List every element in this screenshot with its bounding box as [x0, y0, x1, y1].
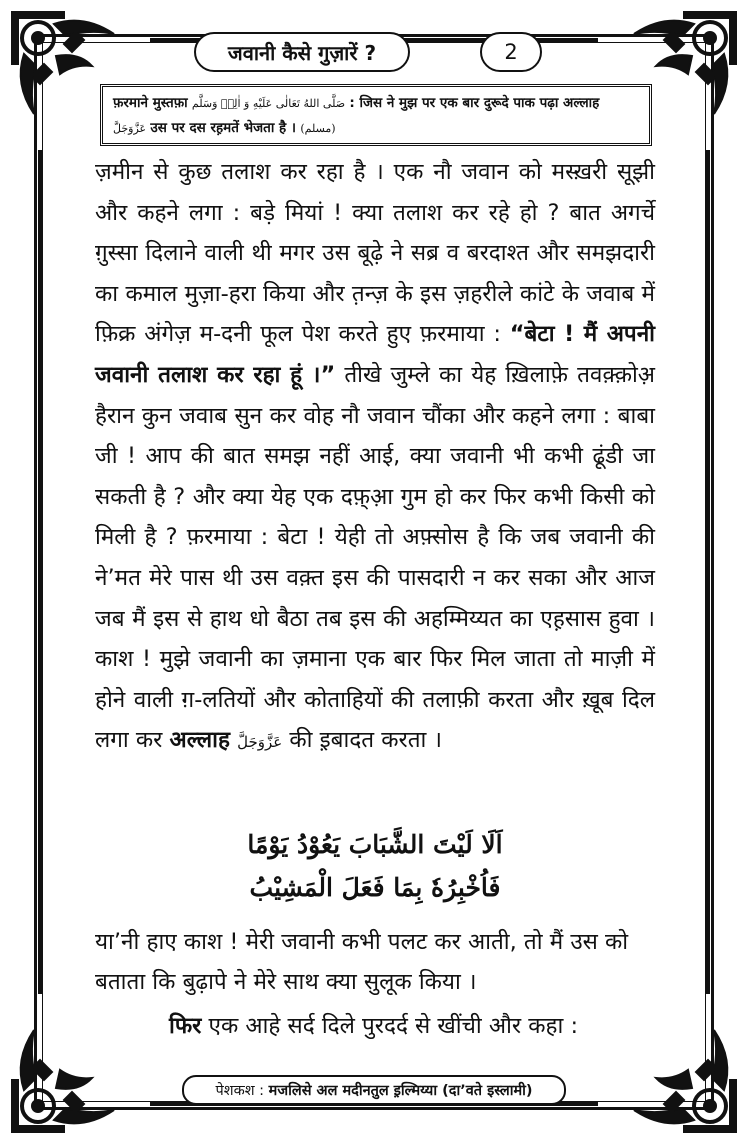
closing-line: [95, 1006, 655, 1046]
closing-text: एक आहे सर्द दिले पुरदर्द से खींची और कहा :: [208, 1013, 579, 1039]
body-text-segment: की इ़बादत करता ।: [289, 727, 443, 754]
body-text-segment: ज़मीन से कुछ तलाश कर रहा है । एक नौ जवान को मस्ख़री सूझी और कहने लगा : बड़े मियां ! क्या तलाश कर रहे हो ? बात अगर्चे ग़ुस्सा दिलाने वाली थी मगर उस बूढ़े ने सब्र व बरदाश्त और समझदारी का कमाल मुज़ा-हरा किया और त़न्ज़ के इस ज़हरीले कांटे के जवाब में फ़िक्र अंगेज़ म-दनी फूल पेश करते हुए फ़रमाया :: [95, 159, 655, 348]
closing-bold-word: फिर: [169, 1013, 202, 1039]
border-rail-right: [706, 150, 710, 994]
translation-block: [95, 922, 655, 1046]
arabic-verse-line-1: اَلَا لَيْتَ الشَّبَابَ يَعُوْدُ يَوْمًا: [247, 830, 503, 859]
hadith-line-2: [113, 116, 639, 141]
azza-wajal-glyph: عَزَّوَجَلَّ: [237, 733, 283, 752]
hadith-line-1: [113, 91, 639, 116]
book-title-text: जवानी कैसे गुज़ारें ?: [227, 40, 377, 65]
publisher-footer: [182, 1075, 566, 1105]
hadith-box: [100, 84, 652, 146]
hadith-source: (مسلم): [300, 122, 336, 135]
footer-label: पेशकश :: [215, 1083, 265, 1099]
translation-text: या’नी हाए काश ! मेरी जवानी कभी पलट कर आती, तो मैं उस को बताता कि बुढ़ापे ने मेरे साथ क्या सुलूक किया ।: [95, 929, 629, 995]
border-rail-left: [38, 150, 42, 994]
arabic-verse-line-2: فَاُخْبِرُهٗ بِمَا فَعَلَ الْمَشِيْبُ: [249, 873, 501, 902]
hadith-text-part2: उस पर दस रह़मतें भेजता है ।: [150, 120, 297, 136]
allah-word: अल्लाह: [169, 727, 230, 754]
hadith-label: फ़रमाने मुस्तफ़ा: [113, 95, 188, 111]
body-text-segment: तीखे जुम्ले का येह ख़िलाफ़े तवक़्क़ोअ़ हैरान कुन जवाब सुन कर वोह नौ जवान चौंका और कहने लगा : बाबा जी ! आप की बात समझ नहीं आई, क्या जवानी भी कभी ढूंडी जा सकती है ? और क्या येह एक दफ़्आ़ गुम हो कर फिर कभी किसी को मिली है ? फ़रमाया : बेटा ! येही तो अफ़्सोस है कि जब जवानी की ने’मत मेरे पास थी उस वक़्त इस की पासदारी न कर सका और आज जब मैं इस से हाथ धो बैठा तब इस की अहम्मिय्यत का एह़सास हुवा । काश ! मुझे जवानी का ज़माना एक बार फिर मिल जाता तो माज़ी में होने वाली ग़-लतियों और कोताहियों की तलाफ़ी करता और ख़ूब दिल लगा कर: [95, 361, 656, 754]
body-paragraph: [95, 152, 655, 763]
hadith-salutation: صَلَّى اللهُ تَعَالٰى عَلَيْهِ وَ اٰلِهٖ وَسَلَّم: [191, 97, 346, 110]
book-title: [194, 32, 410, 72]
body-text: [95, 152, 655, 763]
footer-text: मजलिसे अल मदीनतुल इ़ल्मिय्या (दा’वते इस्लामी): [268, 1083, 533, 1099]
page-number: 2: [504, 40, 518, 64]
hadith-azza-wajal: عَزَّوَجَلَّ: [113, 122, 147, 135]
quote-text: “बेटा ! मैं अपनी जवानी तलाश कर रहा हूं ।”: [95, 321, 656, 388]
hadith-text-part1: : जिस ने मुझ पर एक बार दुरूदे पाक पढ़ा अल्लाह: [349, 95, 600, 111]
page-number-badge: [480, 32, 542, 72]
